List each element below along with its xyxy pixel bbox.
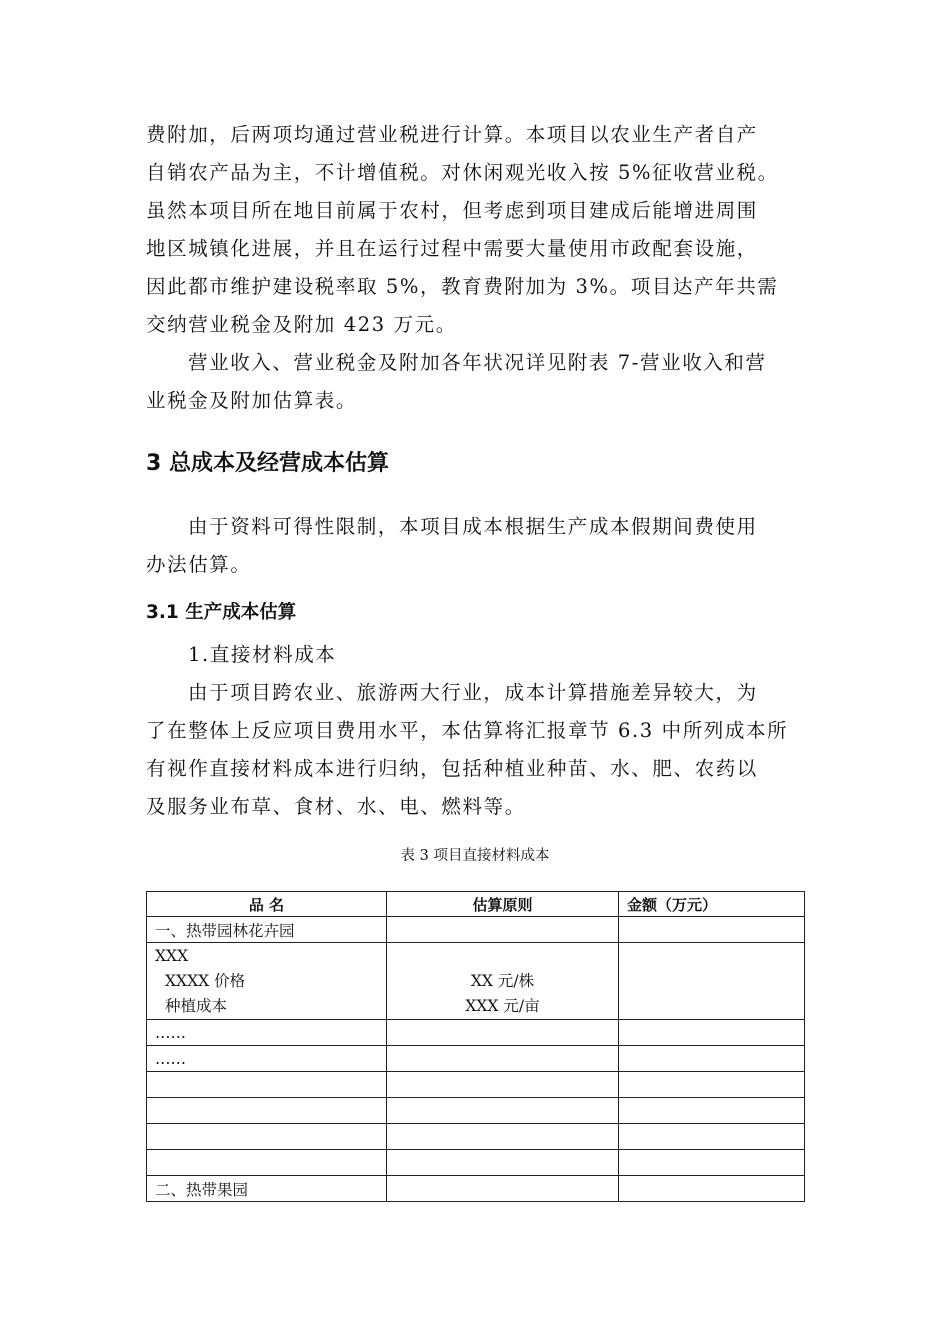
cell-name [147, 1150, 387, 1176]
cell-line: XXX [155, 946, 189, 965]
cell-name [147, 1072, 387, 1098]
cell-rule [387, 1020, 619, 1046]
cell-rule [387, 1124, 619, 1150]
section-3-1-heading: 3.1 生产成本估算 [146, 602, 297, 623]
cell-name [147, 943, 387, 1020]
cell-amount [619, 917, 805, 943]
column-header-amount: 金额（万元） [619, 892, 805, 917]
cell-amount [619, 1098, 805, 1124]
text-line: 虽然本项目所在地目前属于农村，但考虑到项目建成后能增进周围 [146, 199, 758, 222]
section-3-heading: 3 总成本及经营成本估算 [146, 451, 389, 476]
text-line: 了在整体上反应项目费用水平，本估算将汇报章节 6.3 中所列成本所 [146, 719, 789, 742]
text-line: 因此都市维护建设税率取 5%，教育费附加为 3%。项目达产年共需 [146, 275, 779, 298]
section-3-1-paragraph [146, 674, 804, 826]
cell-amount [619, 1150, 805, 1176]
cell-amount [619, 1020, 805, 1046]
table-row [147, 943, 805, 1020]
cell-amount [619, 1072, 805, 1098]
document-page [146, 116, 804, 1202]
cell-name: 二、热带果园 [147, 1176, 387, 1202]
cell-line: 种植成本 [165, 996, 228, 1015]
cell-name: 一、热带园林花卉园 [147, 917, 387, 943]
cell-rule [387, 1176, 619, 1202]
table-header-row [147, 892, 805, 917]
direct-material-cost-table [146, 891, 805, 1202]
cell-name: …… [147, 1046, 387, 1072]
section-3-paragraph [146, 508, 804, 584]
text-line: 由于项目跨农业、旅游两大行业，成本计算措施差异较大，为 [188, 681, 758, 704]
intro-paragraph [146, 116, 804, 344]
table-row [147, 917, 805, 943]
table-row [147, 1046, 805, 1072]
text-line: 地区城镇化进展，并且在运行过程中需要大量使用市政配套设施， [146, 237, 758, 260]
cell-name [147, 1124, 387, 1150]
cell-line: XXX 元/亩 [465, 996, 540, 1015]
cell-line: XXXX 价格 [165, 971, 246, 990]
text-line: 业税金及附加估算表。 [146, 389, 358, 412]
text-line: 自销农产品为主，不计增值税。对休闲观光收入按 5%征收营业税。 [146, 161, 779, 184]
section-3-1-item-label [146, 636, 804, 674]
cell-amount [619, 1176, 805, 1202]
table-row [147, 1020, 805, 1046]
cell-rule [387, 1072, 619, 1098]
cell-rule [387, 1150, 619, 1176]
table-row [147, 1150, 805, 1176]
table-row [147, 1124, 805, 1150]
table-row [147, 1072, 805, 1098]
text-line: 有视作直接材料成本进行归纳，包括种植业种苗、水、肥、农药以 [146, 757, 758, 780]
cell-rule [387, 1046, 619, 1072]
table-row [147, 1176, 805, 1202]
text-line: 费附加，后两项均通过营业税进行计算。本项目以农业生产者自产 [146, 123, 758, 146]
column-header-name: 品 名 [147, 892, 387, 917]
cell-amount [619, 943, 805, 1020]
cell-name [147, 1098, 387, 1124]
cell-amount [619, 1046, 805, 1072]
cell-amount [619, 1124, 805, 1150]
text-line: 交纳营业税金及附加 423 万元。 [146, 313, 457, 336]
cell-rule [387, 943, 619, 1020]
cell-name: …… [147, 1020, 387, 1046]
text-line: 由于资料可得性限制，本项目成本根据生产成本假期间费使用 [188, 515, 758, 538]
text-line: 及服务业布草、食材、水、电、燃料等。 [146, 795, 526, 818]
text-line: 营业收入、营业税金及附加各年状况详见附表 7-营业收入和营 [188, 351, 767, 374]
cell-rule [387, 1098, 619, 1124]
table-caption: 表 3 项目直接材料成本 [400, 848, 550, 864]
detail-paragraph [146, 344, 804, 420]
table-row [147, 1098, 805, 1124]
text-line: 办法估算。 [146, 553, 252, 576]
cell-line [395, 944, 610, 969]
text-line: 1.直接材料成本 [188, 643, 337, 666]
column-header-rule: 估算原则 [387, 892, 619, 917]
cell-line: XX 元/株 [470, 971, 535, 990]
cell-rule [387, 917, 619, 943]
